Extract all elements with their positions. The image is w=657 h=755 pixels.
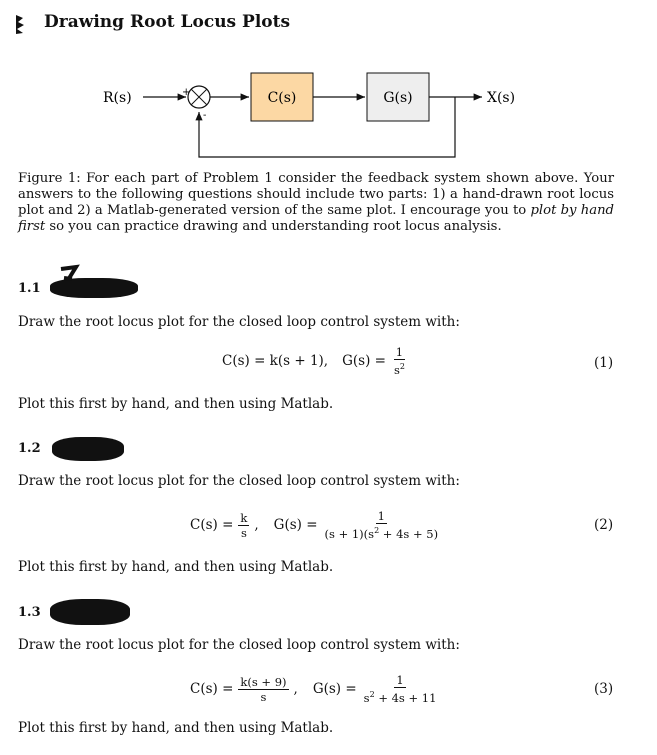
eq-den-part-b: + 4s + 11 <box>374 690 437 705</box>
eq-controller: C(s) = k(s + 1), <box>222 353 329 369</box>
eq-den-exponent: 2 <box>369 690 375 700</box>
eq-controller-denominator: s <box>260 689 267 704</box>
page-title: Drawing Root Locus Plots <box>44 12 291 32</box>
section-number: 1.2 <box>18 441 41 456</box>
eq-plant-prefix: G(s) = <box>342 353 386 369</box>
redaction-scribble <box>52 437 124 461</box>
section-number: 1.1 <box>18 281 41 296</box>
eq-plant-prefix: G(s) = <box>312 681 357 697</box>
feedback-block-diagram <box>0 60 657 170</box>
eq-plant-fraction <box>323 509 441 541</box>
equation-1 <box>222 343 407 379</box>
section-prompt: Draw the root locus plot for the closed loop control system with: <box>18 637 460 653</box>
equation-number: (3) <box>594 681 614 697</box>
eq-den-part-b: + 4s + 5) <box>379 526 439 541</box>
caption-emphasis: plot by hand first <box>18 203 615 234</box>
output-label: X(s) <box>487 90 516 106</box>
section-note: Plot this first by hand, and then using Matlab. <box>18 720 334 736</box>
eq-controller-fraction <box>238 675 288 704</box>
equation-3 <box>190 670 438 708</box>
eq-separator: , <box>293 681 298 697</box>
eq-controller-denominator: s <box>240 525 247 540</box>
equation-number: (1) <box>594 355 614 371</box>
figure-caption <box>18 171 614 235</box>
eq-controller-prefix: C(s) = <box>190 517 234 533</box>
eq-plant-numerator: 1 <box>377 509 385 524</box>
eq-plant-fraction <box>362 673 439 705</box>
section-note: Plot this first by hand, and then using Matlab. <box>18 396 334 412</box>
section-number: 1.3 <box>18 605 41 620</box>
eq-plant-denominator <box>323 524 441 541</box>
redaction-scribble-top <box>58 263 82 283</box>
eq-controller-numerator: k <box>240 510 248 525</box>
eq-plant-prefix: G(s) = <box>273 517 318 533</box>
caption-text: Figure 1: For each part of Problem 1 consider the feedback system shown above. Your answers to the following questions should include two parts: 1) a hand-drawn root locus plot and 2) a Matlab-generated version of the same plot. I encourage you to <box>18 171 614 218</box>
sum-minus-sign: - <box>203 110 207 121</box>
eq-plant-fraction <box>392 345 407 377</box>
eq-den-base: s <box>393 362 400 377</box>
eq-den-part-a: s <box>363 690 370 705</box>
eq-plant-numerator: 1 <box>396 673 404 688</box>
redaction-scribble <box>50 599 130 625</box>
eq-separator: , <box>254 517 259 533</box>
redaction-mark-icon <box>13 14 27 36</box>
sum-plus-sign: + <box>182 87 191 98</box>
eq-den-exponent: 2 <box>399 362 405 372</box>
eq-den-part-a: (s + 1)(s <box>324 526 375 541</box>
eq-den-exponent: 2 <box>374 526 380 536</box>
eq-controller-numerator: k(s + 9) <box>240 674 287 689</box>
controller-label: C(s) <box>267 90 297 106</box>
equation-number: (2) <box>594 517 614 533</box>
eq-plant-denominator <box>392 360 407 377</box>
section-prompt: Draw the root locus plot for the closed loop control system with: <box>18 314 460 330</box>
caption-tail: so you can practice drawing and understanding root locus analysis. <box>45 219 502 234</box>
input-label: R(s) <box>103 90 132 106</box>
section-prompt: Draw the root locus plot for the closed loop control system with: <box>18 473 460 489</box>
eq-plant-numerator: 1 <box>395 345 404 360</box>
summing-junction <box>182 86 210 121</box>
eq-controller-prefix: C(s) = <box>190 681 234 697</box>
plant-label: G(s) <box>383 90 413 106</box>
equation-2 <box>190 506 440 544</box>
eq-plant-denominator <box>362 688 439 705</box>
section-note: Plot this first by hand, and then using Matlab. <box>18 559 334 575</box>
eq-controller-fraction <box>238 511 249 540</box>
